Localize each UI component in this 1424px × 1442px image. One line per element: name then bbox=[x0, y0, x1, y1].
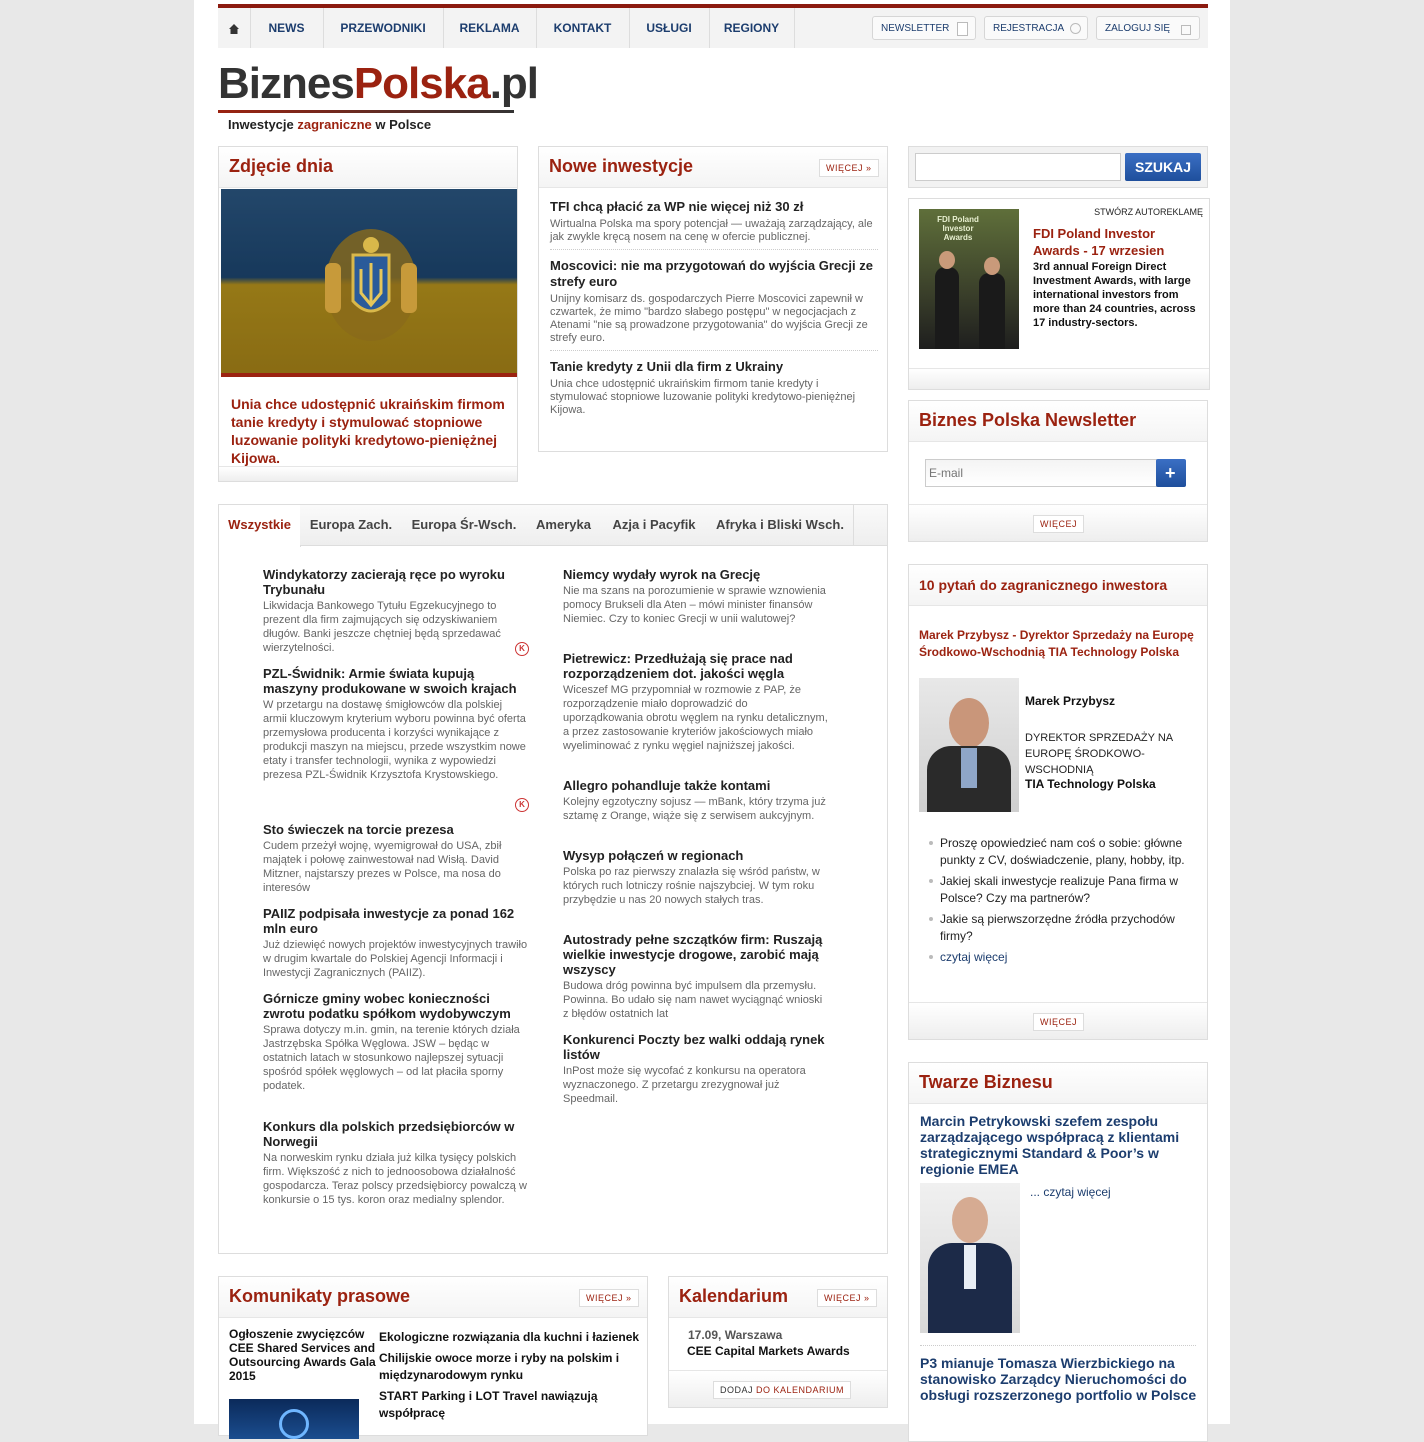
site-logo[interactable] bbox=[218, 58, 538, 132]
user-icon bbox=[1070, 23, 1081, 34]
article-item[interactable] bbox=[263, 991, 528, 1093]
newsletter-header bbox=[909, 401, 1207, 442]
press-featured-title[interactable]: Ogłoszenie zwycięzców CEE Shared Services and Outsourcing Awards Gala 2015 bbox=[229, 1327, 376, 1383]
ad-footer bbox=[909, 368, 1209, 389]
article-item[interactable] bbox=[263, 822, 528, 895]
questions-panel bbox=[908, 564, 1208, 1040]
article-title[interactable]: Niemcy wydały wyrok na Grecję bbox=[563, 567, 761, 582]
logo-part3: .pl bbox=[489, 59, 539, 108]
calendar-panel bbox=[668, 1276, 888, 1408]
article-desc: Likwidacja Bankowego Tytułu Egzekucyjnego to prezent dla firm zajmujących się odzyskiwaniem długów. Banki jeszcze chętniej będą sprzedawać wierzytelności. bbox=[263, 600, 501, 654]
newsletter-footer bbox=[909, 504, 1207, 541]
faces-title: Twarze Biznesu bbox=[919, 1072, 1053, 1092]
article-title[interactable]: Autostrady pełne szczątków firm: Ruszają wielkie inwestycje drogowe, zarobić mają wszyscy bbox=[563, 932, 823, 977]
newsletter-submit-button[interactable] bbox=[1156, 459, 1186, 487]
tab-wszystkie[interactable]: Wszystkie bbox=[219, 505, 301, 547]
investment-desc: Wirtualna Polska ma spory potencjał — uważają zarządzający, ale jak zwykle kręcą nosem na cenę w ofercie publicznej. bbox=[550, 218, 873, 243]
press-more-button[interactable]: WIĘCEJ » bbox=[579, 1289, 639, 1307]
newsletter-more-button[interactable]: WIĘCEJ bbox=[1033, 515, 1084, 533]
ad-title[interactable]: FDI Poland Investor Awards - 17 wrzesien bbox=[1033, 226, 1165, 258]
photo-panel-title: Zdjęcie dnia bbox=[229, 156, 334, 176]
faces-photo[interactable] bbox=[920, 1183, 1020, 1333]
nav-reklama[interactable]: REKLAMA bbox=[443, 8, 537, 48]
investment-desc: Unia chce udostępnić ukraińskim firmom tanie kredyty i stymulować stopniowe luzowanie polityki kredytowo-pieniężnej Kijowa. bbox=[550, 378, 856, 416]
nav-kontakt[interactable]: KONTAKT bbox=[536, 8, 630, 48]
register-label: REJESTRACJA bbox=[993, 23, 1065, 34]
press-item[interactable]: START Parking i LOT Travel nawiązują współpracę bbox=[379, 1389, 598, 1420]
investments-more-button[interactable]: WIĘCEJ » bbox=[819, 159, 879, 177]
faces-headline-1[interactable]: Marcin Petrykowski szefem zespołu zarządzającego współpracą z klientami strategicznymi Standard & Poor’s w regionie EMEA bbox=[920, 1113, 1180, 1177]
article-desc: W przetargu na dostawę śmigłowców dla polskiej armii kluczowym kryterium wyboru powinna być oferta przemysłowa producenta i korzyści wynikające z produkcji maszyn na miejscu, przede wszystkim nowe etaty i transfer technologii, wynika z wypowiedzi prezesa PZL-Świdnik Krzysztofa Krystowskiego. bbox=[263, 699, 526, 781]
article-item[interactable] bbox=[563, 778, 828, 823]
page bbox=[194, 0, 1230, 1424]
article-item[interactable] bbox=[263, 906, 528, 980]
search-input[interactable] bbox=[915, 153, 1121, 181]
article-item[interactable] bbox=[263, 1119, 528, 1207]
ad-description: 3rd annual Foreign Direct Investment Awards, with large international investors from more than 24 countries, across 17 industry-sectors. bbox=[1033, 261, 1196, 329]
article-desc: Wiceszef MG przypomniał w rozmowie z PAP, że rozporządzenie miało doprowadzić do uporządkowania obrotu węglem na rynku detalicznym, a przez zastosowanie kryteriów jakościowych miało wyeliminować z rynku węgiel najniższej jakości. bbox=[563, 684, 828, 752]
create-ad-link[interactable]: STWÓRZ AUTOREKLAMĘ bbox=[1094, 207, 1203, 217]
search-panel bbox=[908, 146, 1208, 188]
newsletter-panel bbox=[908, 400, 1208, 542]
investment-item[interactable] bbox=[550, 250, 878, 351]
add-label: DODAJ bbox=[720, 1385, 757, 1395]
nav-uslugi[interactable]: USŁUGI bbox=[629, 8, 710, 48]
investment-title[interactable]: TFI chcą płacić za WP nie więcej niż 30 zł bbox=[550, 199, 804, 214]
questions-header bbox=[909, 565, 1207, 606]
questions-more-button[interactable]: WIĘCEJ bbox=[1033, 1013, 1084, 1031]
questions-person-title[interactable]: Marek Przybysz - Dyrektor Sprzedaży na Europę Środkowo-Wschodnią TIA Technology Polska bbox=[919, 628, 1194, 659]
plus-icon: + bbox=[1165, 463, 1176, 483]
investment-item[interactable] bbox=[550, 199, 878, 250]
press-header bbox=[219, 1277, 647, 1318]
photo-caption[interactable]: Unia chce udostępnić ukraińskim firmom tanie kredyty i stymulować stopniowe luzowanie polityki kredytowo-pieniężnej Kijowa. bbox=[231, 396, 505, 466]
article-desc: Kolejny egzotyczny sojusz — mBank, który trzyma już sztamę z Orange, wiąże się z serwisem aukcyjnym. bbox=[563, 796, 826, 822]
tab-europa-sr-wsch[interactable]: Europa Śr-Wsch. bbox=[402, 505, 527, 545]
document-icon bbox=[957, 22, 968, 36]
person-role: DYREKTOR SPRZEDAŻY NA EUROPĘ ŚRODKOWO-WSCHODNIĄ bbox=[1025, 732, 1173, 776]
newsletter-button[interactable] bbox=[872, 16, 976, 40]
tab-ameryka[interactable]: Ameryka bbox=[526, 505, 602, 545]
investment-desc: Unijny komisarz ds. gospodarczych Pierre Moscovici zapewnił w czwartek, że mimo "bardzo słabego postępu" w negocjacjach z Atenami "nie są prowadzone przygotowania" do wyjścia Grecji ze strefy euro. bbox=[550, 293, 868, 344]
article-desc: InPost może się wycofać z konkursu na operatora wyznaczonego. Z przetargu zrezygnował już Speedmail. bbox=[563, 1065, 806, 1105]
calendar-date: 17.09, Warszawa bbox=[688, 1328, 783, 1342]
article-desc: Budowa dróg powinna być impulsem dla przemysłu. Powinna. Bo udało się nam nawet wyciągnąć wnioski z błędów ostatnich lat bbox=[563, 980, 823, 1020]
article-item[interactable] bbox=[263, 567, 528, 655]
photo-divider bbox=[221, 373, 517, 377]
tab-europa-zach[interactable]: Europa Zach. bbox=[300, 505, 403, 545]
press-list bbox=[379, 1329, 641, 1422]
regional-news-panel bbox=[218, 504, 888, 1254]
article-title[interactable]: Wysyp połączeń w regionach bbox=[563, 848, 744, 863]
article-item[interactable] bbox=[563, 848, 828, 907]
press-panel bbox=[218, 1276, 648, 1436]
article-desc: Cudem przeżył wojnę, wyemigrował do USA, zbił majątek i połowę zainwestował nad Wisłą. David Mitzner, najstarszy prezes w Polsce, ma nosa do interesów bbox=[263, 840, 502, 894]
investments-header bbox=[539, 147, 887, 188]
search-button[interactable]: SZUKAJ bbox=[1125, 153, 1201, 181]
faces-read-more[interactable]: ... czytaj więcej bbox=[1030, 1185, 1111, 1199]
kredyt-badge-icon: K bbox=[515, 642, 529, 656]
tagline-2: zagraniczne bbox=[297, 117, 372, 132]
calendar-event[interactable]: CEE Capital Markets Awards bbox=[687, 1344, 850, 1358]
to-calendar-label: DO KALENDARIUM bbox=[756, 1385, 845, 1395]
logo-part2: Polska bbox=[353, 59, 490, 108]
article-desc: Sprawa dotyczy m.in. gmin, na terenie których działa Jastrzębska Spółka Węglowa. JSW – będąc w ostatnich latach w stosunkowo najlepszej sytuacji spośród spółek węglowych – od lat płaciła sporny podatek. bbox=[263, 1024, 520, 1092]
tagline-3: w Polsce bbox=[371, 117, 432, 132]
questions-list bbox=[920, 835, 1196, 970]
investments-title: Nowe inwestycje bbox=[549, 156, 694, 176]
press-title: Komunikaty prasowe bbox=[229, 1286, 411, 1306]
press-item[interactable]: Chilijskie owoce morze i ryby na polskim i międzynarodowym rynku bbox=[379, 1351, 620, 1382]
question-read-more[interactable] bbox=[940, 949, 1196, 966]
article-item[interactable] bbox=[563, 651, 828, 753]
investment-item[interactable] bbox=[550, 351, 878, 417]
press-featured-image[interactable] bbox=[229, 1399, 359, 1439]
login-button[interactable] bbox=[1096, 16, 1200, 40]
ad-panel bbox=[908, 198, 1210, 390]
logo-underline bbox=[218, 110, 514, 113]
login-label: ZALOGUJ SIĘ bbox=[1105, 23, 1171, 34]
faces-panel bbox=[908, 1062, 1208, 1442]
add-to-calendar-button[interactable] bbox=[713, 1381, 851, 1399]
faces-header bbox=[909, 1063, 1207, 1104]
article-title[interactable]: Konkurs dla polskich przedsiębiorców w Norwegii bbox=[263, 1119, 515, 1149]
article-title[interactable]: Sto świeczek na torcie prezesa bbox=[263, 822, 454, 837]
questions-title: 10 pytań do zagranicznego inwestora bbox=[919, 577, 1168, 593]
nav-news[interactable]: NEWS bbox=[250, 8, 324, 48]
lock-icon bbox=[1181, 25, 1191, 35]
investments-list bbox=[550, 199, 878, 417]
logo-tagline bbox=[228, 117, 538, 132]
article-title[interactable]: PAIIZ podpisała inwestycje za ponad 162 mln euro bbox=[263, 906, 515, 936]
person-company: TIA Technology Polska bbox=[1025, 777, 1156, 791]
ad-photo[interactable] bbox=[919, 209, 1019, 349]
article-desc: Już dziewięć nowych projektów inwestycyjnych trawiło w drugim kwartale do Polskiej Agencji Informacji i Inwestycji Zagranicznych (PAIIZ). bbox=[263, 939, 528, 979]
ad-photo-text: FDI Poland Investor Awards bbox=[937, 215, 979, 242]
question-item: Jakiej skali inwestycje realizuje Pana firma w Polsce? Czy ma partnerów? bbox=[940, 873, 1196, 907]
new-investments-panel bbox=[538, 146, 888, 452]
article-desc: Na norweskim rynku działa już kilka tysięcy polskich firm. Większość z nich to jednoosobowa działalność gospodarcza. Teraz polscy przedsiębiorcy powalczą w konkursie o 15 tys. koron oraz medialny splendor. bbox=[263, 1152, 527, 1206]
calendar-more-button[interactable]: WIĘCEJ » bbox=[817, 1289, 877, 1307]
faces-headline-2[interactable]: P3 mianuje Tomasza Wierzbickiego na stanowisko Zarządcy Nieruchomości do obsługi rozszerzonego portfolio w Polsce bbox=[920, 1355, 1197, 1403]
article-item[interactable] bbox=[563, 567, 828, 626]
home-icon[interactable] bbox=[218, 8, 251, 48]
questions-footer bbox=[909, 1002, 1207, 1039]
read-more-link[interactable]: czytaj więcej bbox=[940, 950, 1008, 964]
article-item[interactable] bbox=[263, 666, 528, 782]
coat-of-arms-icon bbox=[221, 189, 517, 373]
investment-title[interactable]: Tanie kredyty z Unii dla firm z Ukrainy bbox=[550, 359, 784, 374]
top-nav bbox=[218, 4, 1208, 48]
article-item[interactable] bbox=[563, 1032, 828, 1106]
article-title[interactable]: Górnicze gminy wobec konieczności zwrotu podatku spółkom wydobywczym bbox=[263, 991, 511, 1021]
investment-title[interactable]: Moscovici: nie ma przygotowań do wyjścia Grecji ze strefy euro bbox=[550, 258, 873, 289]
person-name: Marek Przybysz bbox=[1025, 694, 1116, 708]
photo-panel-footer bbox=[219, 466, 517, 481]
tab-azja-pacyfik[interactable]: Azja i Pacyfik bbox=[601, 505, 708, 545]
tagline-1: Inwestycje bbox=[228, 117, 298, 132]
newsletter-label: NEWSLETTER bbox=[881, 23, 950, 34]
question-item: Proszę opowiedzieć nam coś o sobie: główne punkty z CV, doświadczenie, plany, hobby, itp. bbox=[940, 835, 1196, 869]
article-title[interactable]: Windykatorzy zacierają ręce po wyroku Trybunału bbox=[263, 567, 505, 597]
ukraine-flag-image[interactable] bbox=[221, 189, 517, 373]
question-item: Jakie są pierwszorzędne źródła przychodów firmy? bbox=[940, 911, 1196, 945]
article-desc: Polska po raz pierwszy znalazła się wśród państw, w których ruch lotniczy rośnie najszybciej. W tym roku przybędzie u nas 20 nowych stałych tras. bbox=[563, 866, 820, 906]
calendar-header bbox=[669, 1277, 887, 1318]
email-field[interactable] bbox=[925, 459, 1157, 487]
article-title[interactable]: Allegro pohandluje także kontami bbox=[563, 778, 771, 793]
faces-divider bbox=[920, 1345, 1196, 1346]
logo-text bbox=[218, 58, 538, 110]
article-title[interactable]: Konkurenci Poczty bez walki oddają rynek listów bbox=[563, 1032, 825, 1062]
tab-bar bbox=[219, 505, 887, 546]
tab-afryka-bliski-wsch[interactable]: Afryka i Bliski Wsch. bbox=[707, 505, 854, 545]
nav-przewodniki[interactable]: PRZEWODNIKI bbox=[323, 8, 444, 48]
kredyt-badge-icon: K bbox=[515, 798, 529, 812]
article-desc: Nie ma szans na porozumienie w sprawie wznowienia pomocy Brukseli dla Aten – mówi minister finansów Niemiec. Czy to koniec Grecji w unii walutowej? bbox=[563, 585, 826, 625]
photo-of-day-panel bbox=[218, 146, 518, 482]
person-photo bbox=[919, 678, 1019, 812]
gala-logo-icon bbox=[279, 1409, 309, 1439]
calendar-title: Kalendarium bbox=[679, 1286, 789, 1306]
press-item[interactable]: Ekologiczne rozwiązania dla kuchni i łazienek bbox=[379, 1330, 640, 1344]
calendar-footer bbox=[669, 1370, 887, 1407]
article-item[interactable] bbox=[563, 932, 828, 1021]
newsletter-title: Biznes Polska Newsletter bbox=[919, 410, 1137, 430]
article-title[interactable]: PZL-Świdnik: Armie świata kupują maszyny produkowane w swoich krajach bbox=[263, 666, 517, 696]
register-button[interactable] bbox=[984, 16, 1088, 40]
nav-regiony[interactable]: REGIONY bbox=[709, 8, 795, 48]
article-title[interactable]: Pietrewicz: Przedłużają się prace nad rozporządzeniem dot. jakości węgla bbox=[563, 651, 793, 681]
photo-panel-header bbox=[219, 147, 517, 188]
logo-part1: Biznes bbox=[218, 59, 354, 108]
